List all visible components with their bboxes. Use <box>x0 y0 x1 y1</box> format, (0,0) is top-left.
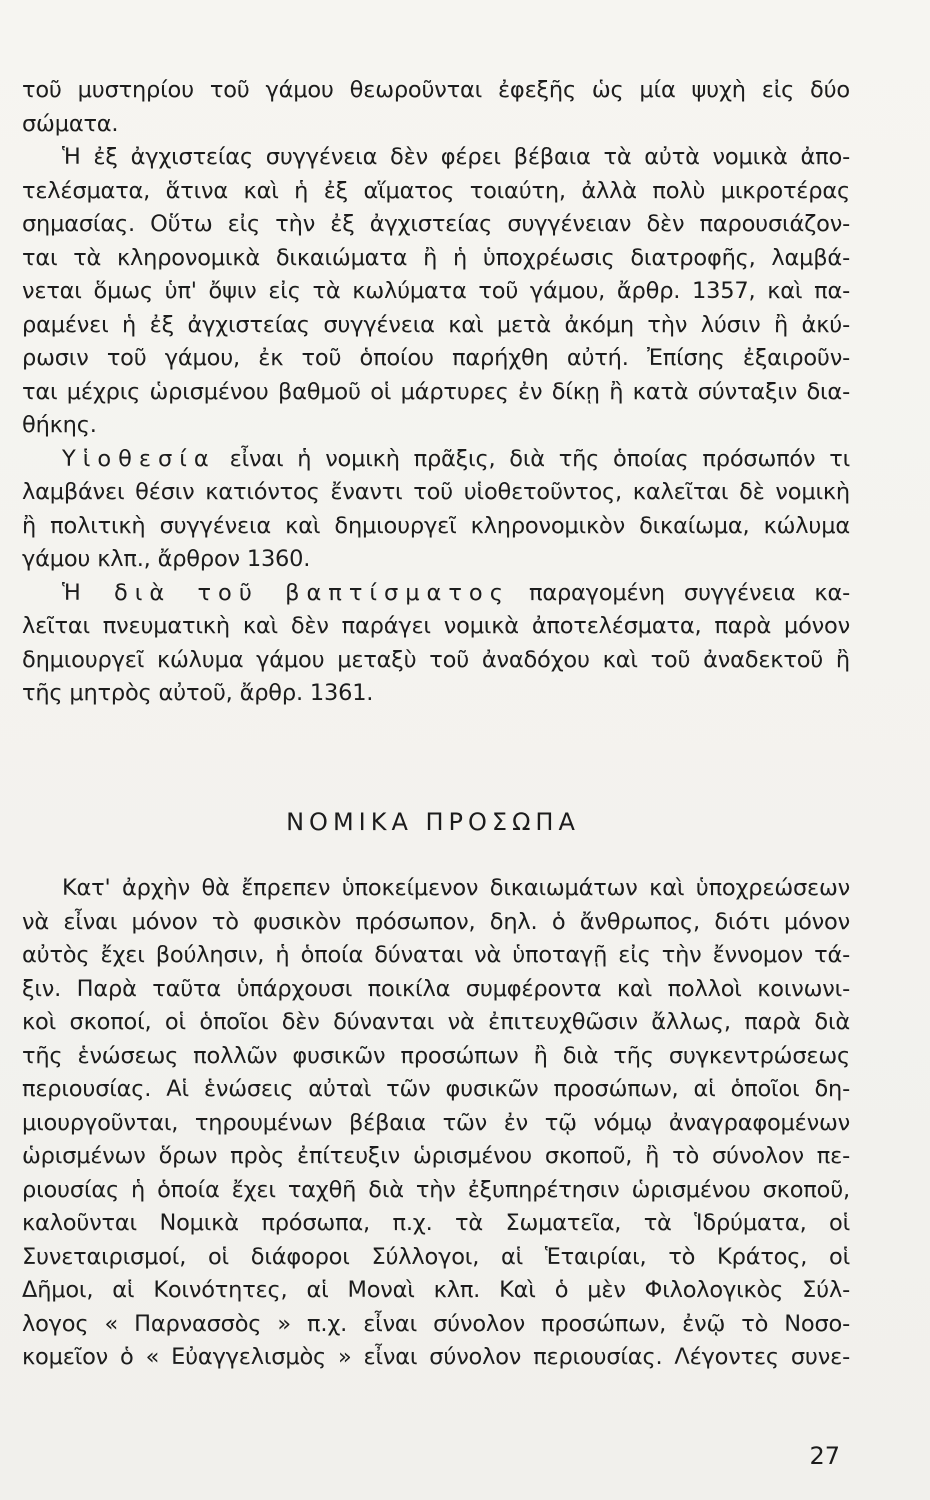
text-line: σημασίας. Οὕτω εἰς τὴν ἐξ ἀγχιστείας συγγένειαν δὲν παρουσιάζον- <box>22 211 850 237</box>
text-span: παραγομένη συγγένεια κα- <box>528 579 851 606</box>
text-line: τῆς ἑνώσεως πολλῶν φυσικῶν προσώπων ἢ διὰ τῆς συγκεντρώσεως <box>22 1042 850 1069</box>
text-line: περιουσίας. Αἱ ἑνώσεις αὐταὶ τῶν φυσικῶν προσώπων, αἱ ὁποῖοι δη- <box>22 1076 850 1102</box>
page-number: 27 <box>809 1442 840 1470</box>
text-line: Συνεταιρισμοί, οἱ διάφοροι Σύλλογοι, αἱ Ἑταιρίαι, τὸ Κράτος, οἱ <box>22 1243 850 1270</box>
text-line: τελέσματα, ἅτινα καὶ ἡ ἐξ αἵματος τοιαύτη, ἀλλὰ πολὺ μικροτέρας <box>22 177 850 204</box>
text-line: λαμβάνει θέσιν κατιόντος ἔναντι τοῦ υἱοθετοῦντος, καλεῖται δὲ νομικὴ <box>22 479 850 505</box>
text-line: κομεῖον ὁ « Εὐαγγελισμὸς » εἶναι σύνολον περιουσίας. Λέγοντες συνε- <box>22 1344 850 1370</box>
text-line: κοὶ σκοποί, οἱ ὁποῖοι δὲν δύνανται νὰ ἐπιτευχθῶσιν ἄλλως, παρὰ διὰ <box>22 1009 850 1035</box>
spaced-term: Ἡ διὰ τοῦ βαπτίσματος <box>62 579 510 606</box>
text-line: λεῖται πνευματικὴ καὶ δὲν παράγει νομικὰ ἀποτελέσματα, παρὰ μόνον <box>22 613 850 639</box>
text-line: ἢ πολιτικὴ συγγένεια καὶ δημιουργεῖ κληρονομικὸν δικαίωμα, κώλυμα <box>22 512 850 539</box>
text-line: αὐτὸς ἔχει βούλησιν, ἡ ὁποία δύναται νὰ ὑποταγῇ εἰς τὴν ἔννομον τά- <box>22 942 850 968</box>
text-line: ραμένει ἡ ἐξ ἀγχιστείας συγγένεια καὶ μετὰ ἀκόμη τὴν λύσιν ἢ ἀκύ- <box>22 311 850 338</box>
text-line: ται τὰ κληρονομικὰ δικαιώματα ἢ ἡ ὑποχρέωσις διατροφῆς, λαμβά- <box>22 244 850 271</box>
text-span: εἶναι ἡ νομικὴ πρᾶξις, διὰ τῆς ὁποίας πρόσωπόν τι <box>229 445 850 472</box>
text-line: τῆς μητρὸς αὐτοῦ, ἄρθρ. 1361. <box>22 680 374 706</box>
text-line: ξιν. Παρὰ ταῦτα ὑπάρχουσι ποικίλα συμφέροντα καὶ πολλοὶ κοινωνι- <box>22 975 850 1002</box>
text-line: Δῆμοι, αἱ Κοινότητες, αἱ Μοναὶ κλπ. Καὶ ὁ μὲν Φιλολογικὸς Σύλ- <box>22 1277 850 1303</box>
text-line: Κατ' ἀρχὴν θὰ ἔπρεπεν ὑποκείμενον δικαιωμάτων καὶ ὑποχρεώσεων <box>62 875 850 901</box>
text-line: καλοῦνται Νομικὰ πρόσωπα, π.χ. τὰ Σωματεῖα, τὰ Ἱδρύματα, οἱ <box>22 1210 850 1236</box>
spaced-term: Υἱοθεσία <box>62 445 216 472</box>
text-line: θήκης. <box>22 412 97 438</box>
text-line: ρωσιν τοῦ γάμου, ἐκ τοῦ ὁποίου παρήχθη αὐτή. Ἐπίσης ἐξαιροῦν- <box>22 345 850 371</box>
text-line: Ἡ ἐξ ἀγχιστείας συγγένεια δὲν φέρει βέβαια τὰ αὐτὰ νομικὰ ἀπο- <box>62 144 850 170</box>
text-block-top <box>22 74 850 711</box>
text-line: λογος « Παρνασσὸς » π.χ. εἶναι σύνολον προσώπων, ἐνῷ τὸ Νοσο- <box>22 1310 850 1337</box>
text-line: ριουσίας ἡ ὁποία ἔχει ταχθῆ διὰ τὴν ἐξυπηρέτησιν ὡρισμένου σκοποῦ, <box>22 1176 850 1203</box>
text-line: γάμου κλπ., ἄρθρον 1360. <box>22 546 311 572</box>
text-line: νὰ εἶναι μόνον τὸ φυσικὸν πρόσωπον, δηλ. ὁ ἄνθρωπος, διότι μόνον <box>22 908 850 935</box>
text-line: νεται ὅμως ὑπ' ὄψιν εἰς τὰ κωλύματα τοῦ γάμου, ἄρθρ. 1357, καὶ πα- <box>22 278 850 304</box>
text-line: δημιουργεῖ κώλυμα γάμου μεταξὺ τοῦ ἀναδόχου καὶ τοῦ ἀναδεκτοῦ ἢ <box>22 646 850 673</box>
text-line <box>22 577 850 611</box>
text-line: μιουργοῦνται, τηρουμένων βέβαια τῶν ἐν τῷ νόμῳ ἀναγραφομένων <box>22 1109 850 1136</box>
text-line <box>22 443 850 477</box>
text-line: ὡρισμένων ὅρων πρὸς ἐπίτευξιν ὡρισμένου σκοποῦ, ἢ τὸ σύνολον πε- <box>22 1143 850 1169</box>
section-heading: ΝΟΜΙΚΑ ΠΡΟΣΩΠΑ <box>286 808 580 836</box>
text-line: τοῦ μυστηρίου τοῦ γάμου θεωροῦνται ἐφεξῆς ὡς μία ψυχὴ εἰς δύο <box>22 77 850 103</box>
text-block-bottom <box>22 872 850 1375</box>
text-line: σώματα. <box>22 110 119 137</box>
text-line: ται μέχρις ὡρισμένου βαθμοῦ οἱ μάρτυρες ἐν δίκῃ ἢ κατὰ σύνταξιν δια- <box>22 378 850 405</box>
